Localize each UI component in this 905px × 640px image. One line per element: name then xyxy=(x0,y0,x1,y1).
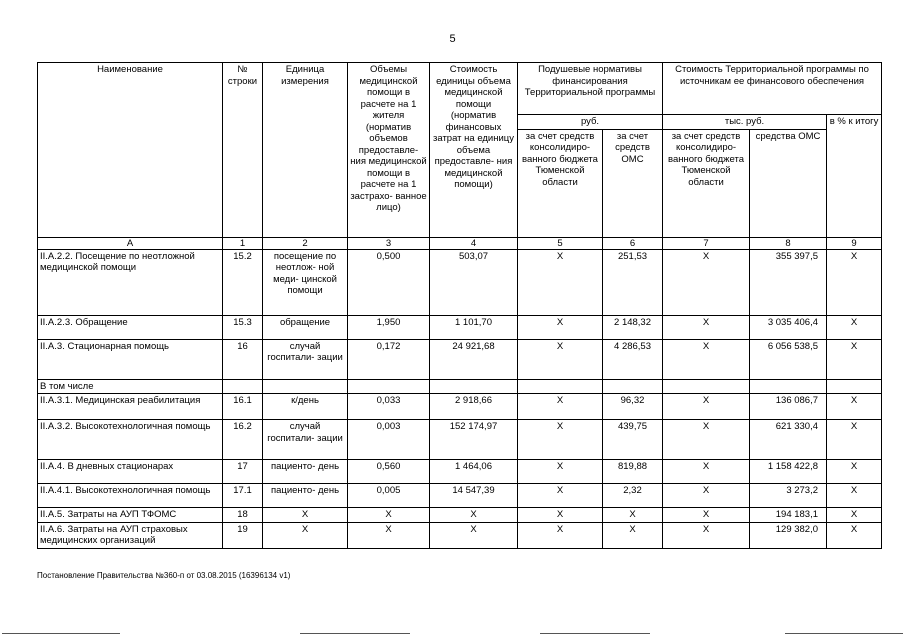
row-percapita-budget: Х xyxy=(518,508,603,523)
row-total-oms: 136 086,7 xyxy=(750,394,827,420)
header-per-capita: Подушевые нормативы финансирования Территориальной программы xyxy=(518,63,663,115)
row-percent: Х xyxy=(827,249,882,315)
row-volume: Х xyxy=(348,508,430,523)
row-cost: 503,07 xyxy=(430,249,518,315)
page-number: 5 xyxy=(449,33,456,45)
row-volume: 0,005 xyxy=(348,484,430,508)
row-percent: Х xyxy=(827,339,882,379)
header-total-cost: Стоимость Территориальной программы по источникам ее финансового обеспечения xyxy=(663,63,882,115)
row-volume: 0,560 xyxy=(348,460,430,484)
header-budget: за счет средств консолидиро- ванного бюджета Тюменской области xyxy=(518,129,603,237)
row-cost: Х xyxy=(430,522,518,548)
row-percent: Х xyxy=(827,460,882,484)
row-percapita-budget: Х xyxy=(518,420,603,460)
row-cost: 1 101,70 xyxy=(430,315,518,339)
table-row xyxy=(38,508,882,523)
header-oms: за счет средств ОМС xyxy=(603,129,663,237)
column-number: 7 xyxy=(663,237,750,249)
header-volume: Объемы медицинской помощи в расчете на 1 жителя (норматив объемов предоставле- ния медицинской помощи в расчете на 1 застрахо- ванное лицо) xyxy=(348,63,430,238)
table-row xyxy=(38,522,882,548)
row-number: 19 xyxy=(223,522,263,548)
row-percapita-budget: Х xyxy=(518,315,603,339)
table-row xyxy=(38,484,882,508)
row-percapita-oms: Х xyxy=(603,522,663,548)
header-cost-unit: Стоимость единицы объема медицинской помощи (норматив финансовых затрат на единицу объема предоставле- ния медицинской помощи) xyxy=(430,63,518,238)
row-total-oms: 355 397,5 xyxy=(750,249,827,315)
row-cost xyxy=(430,379,518,394)
column-number: 1 xyxy=(223,237,263,249)
row-unit: пациенто- день xyxy=(263,460,348,484)
row-total-oms xyxy=(750,379,827,394)
row-volume: 0,500 xyxy=(348,249,430,315)
row-total-budget: Х xyxy=(663,484,750,508)
column-number: 6 xyxy=(603,237,663,249)
financing-table xyxy=(37,62,882,549)
row-number: 15.3 xyxy=(223,315,263,339)
row-total-oms: 1 158 422,8 xyxy=(750,460,827,484)
row-percent: Х xyxy=(827,508,882,523)
row-number xyxy=(223,379,263,394)
header-total-oms: средства ОМС xyxy=(750,129,827,237)
row-number: 15.2 xyxy=(223,249,263,315)
column-number: 2 xyxy=(263,237,348,249)
row-unit: посещение по неотлож- ной меди- цинской помощи xyxy=(263,249,348,315)
row-percapita-oms: Х xyxy=(603,508,663,523)
row-name: II.А.5. Затраты на АУП ТФОМС xyxy=(38,508,223,523)
row-name: В том числе xyxy=(38,379,223,394)
column-number: А xyxy=(38,237,223,249)
row-percapita-budget: Х xyxy=(518,522,603,548)
table-row xyxy=(38,420,882,460)
row-percapita-budget: Х xyxy=(518,394,603,420)
row-unit: случай госпитали- зации xyxy=(263,420,348,460)
table-row xyxy=(38,339,882,379)
row-name: II.А.3.1. Медицинская реабилитация xyxy=(38,394,223,420)
row-percapita-oms: 819,88 xyxy=(603,460,663,484)
bottom-rule xyxy=(300,633,410,634)
row-total-oms: 129 382,0 xyxy=(750,522,827,548)
row-unit: пациенто- день xyxy=(263,484,348,508)
row-percapita-budget xyxy=(518,379,603,394)
row-cost: 24 921,68 xyxy=(430,339,518,379)
column-number: 8 xyxy=(750,237,827,249)
header-percent: в % к итогу xyxy=(827,115,882,238)
row-percent xyxy=(827,379,882,394)
row-number: 17 xyxy=(223,460,263,484)
row-percapita-budget: Х xyxy=(518,339,603,379)
row-total-oms: 3 273,2 xyxy=(750,484,827,508)
row-number: 16.2 xyxy=(223,420,263,460)
row-total-oms: 194 183,1 xyxy=(750,508,827,523)
row-unit: Х xyxy=(263,522,348,548)
row-total-budget: Х xyxy=(663,394,750,420)
header-total-budget: за счет средств консолидиро- ванного бюджета Тюменской области xyxy=(663,129,750,237)
row-total-oms: 621 330,4 xyxy=(750,420,827,460)
table-row xyxy=(38,379,882,394)
row-total-budget xyxy=(663,379,750,394)
row-name: II.А.4.1. Высокотехнологичная помощь xyxy=(38,484,223,508)
column-number: 9 xyxy=(827,237,882,249)
row-unit: случай госпитали- зации xyxy=(263,339,348,379)
table-row xyxy=(38,460,882,484)
table-row xyxy=(38,394,882,420)
row-percapita-oms: 2 148,32 xyxy=(603,315,663,339)
row-percapita-budget: Х xyxy=(518,484,603,508)
row-number: 18 xyxy=(223,508,263,523)
header-unit: Единица измерения xyxy=(263,63,348,238)
header-name: Наименование xyxy=(38,63,223,238)
row-total-oms: 3 035 406,4 xyxy=(750,315,827,339)
row-cost: 152 174,97 xyxy=(430,420,518,460)
row-unit xyxy=(263,379,348,394)
row-total-budget: Х xyxy=(663,249,750,315)
row-cost: 14 547,39 xyxy=(430,484,518,508)
row-percent: Х xyxy=(827,484,882,508)
row-name: II.А.3. Стационарная помощь xyxy=(38,339,223,379)
row-percent: Х xyxy=(827,420,882,460)
bottom-rule xyxy=(2,633,120,634)
row-total-oms: 6 056 538,5 xyxy=(750,339,827,379)
row-volume: 0,172 xyxy=(348,339,430,379)
row-total-budget: Х xyxy=(663,315,750,339)
row-unit: обращение xyxy=(263,315,348,339)
header-row-no: № строки xyxy=(223,63,263,238)
row-number: 16.1 xyxy=(223,394,263,420)
row-percapita-oms xyxy=(603,379,663,394)
row-percent: Х xyxy=(827,394,882,420)
row-volume: 0,003 xyxy=(348,420,430,460)
table-row xyxy=(38,315,882,339)
header-total-unit: тыс. руб. xyxy=(663,115,827,130)
row-percapita-oms: 96,32 xyxy=(603,394,663,420)
row-unit: к/день xyxy=(263,394,348,420)
row-name: II.А.2.3. Обращение xyxy=(38,315,223,339)
row-name: II.А.4. В дневных стационарах xyxy=(38,460,223,484)
row-name: II.А.2.2. Посещение по неотложной медицинской помощи xyxy=(38,249,223,315)
row-total-budget: Х xyxy=(663,522,750,548)
row-total-budget: Х xyxy=(663,420,750,460)
row-volume: Х xyxy=(348,522,430,548)
row-percapita-budget: Х xyxy=(518,460,603,484)
row-name: II.А.3.2. Высокотехнологичная помощь xyxy=(38,420,223,460)
row-percapita-budget: Х xyxy=(518,249,603,315)
row-percapita-oms: 439,75 xyxy=(603,420,663,460)
row-cost: Х xyxy=(430,508,518,523)
column-number: 4 xyxy=(430,237,518,249)
row-volume: 1,950 xyxy=(348,315,430,339)
row-volume: 0,033 xyxy=(348,394,430,420)
row-cost: 1 464,06 xyxy=(430,460,518,484)
table-row xyxy=(38,249,882,315)
row-total-budget: Х xyxy=(663,339,750,379)
column-number: 5 xyxy=(518,237,603,249)
column-number: 3 xyxy=(348,237,430,249)
row-percent: Х xyxy=(827,522,882,548)
column-numbers-row xyxy=(38,237,882,249)
row-percapita-oms: 4 286,53 xyxy=(603,339,663,379)
row-volume xyxy=(348,379,430,394)
bottom-rule xyxy=(540,633,650,634)
row-percent: Х xyxy=(827,315,882,339)
row-percapita-oms: 251,53 xyxy=(603,249,663,315)
bottom-rule xyxy=(785,633,903,634)
header-per-capita-unit: руб. xyxy=(518,115,663,130)
row-name: II.А.6. Затраты на АУП страховых медицинских организаций xyxy=(38,522,223,548)
row-total-budget: Х xyxy=(663,508,750,523)
row-number: 17.1 xyxy=(223,484,263,508)
row-number: 16 xyxy=(223,339,263,379)
row-percapita-oms: 2,32 xyxy=(603,484,663,508)
row-unit: Х xyxy=(263,508,348,523)
row-total-budget: Х xyxy=(663,460,750,484)
row-cost: 2 918,66 xyxy=(430,394,518,420)
footer-note: Постановление Правительства №360-п от 03.08.2015 (16396134 v1) xyxy=(37,571,291,580)
